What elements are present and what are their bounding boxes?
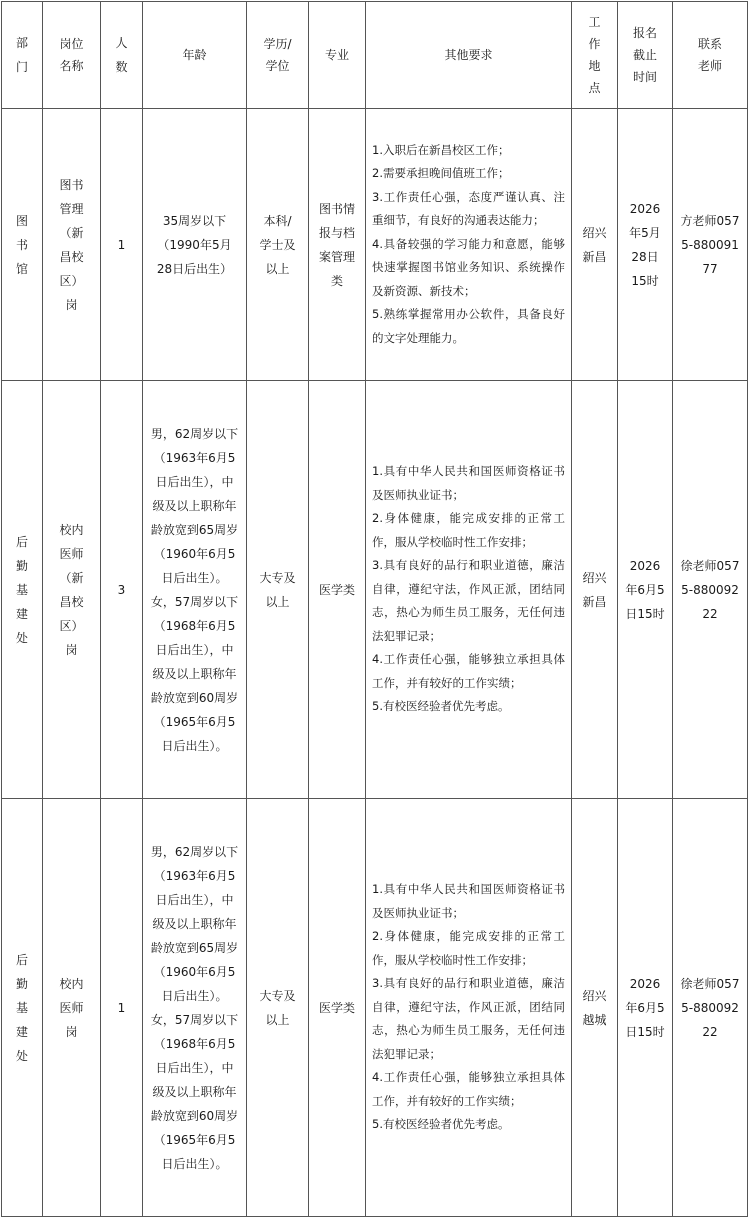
requirement-item: 5.熟练掌握常用办公软件，具备良好的文字处理能力。 bbox=[372, 307, 565, 345]
requirement-item: 2.身体健康，能完成安排的正常工作，服从学校临时性工作安排； bbox=[372, 929, 565, 967]
requirement-item: 4.工作责任心强，能够独立承担具体工作，并有较好的工作实绩； bbox=[372, 1070, 565, 1108]
requirement-item: 3.工作责任心强，态度严谨认真、注重细节，有良好的沟通表达能力； bbox=[372, 189, 565, 228]
cell-location: 绍兴新昌 bbox=[572, 109, 618, 381]
cell-age: 男，62周岁以下（1963年6月5日后出生），中级及以上职称年龄放宽到65周岁（1960年6月5日后出生）。女，57周岁以下（1968年6月5日后出生），中级及以上职称年龄放宽到60周岁（1965年6月5日后出生）。 bbox=[143, 381, 247, 799]
header-contact: 联系老师 bbox=[673, 2, 748, 109]
requirement-item: 1.入职后在新昌校区工作； bbox=[372, 142, 510, 157]
header-education: 学历/学位 bbox=[247, 2, 309, 109]
cell-position: 图书管理（新昌校区）岗 bbox=[43, 109, 101, 381]
cell-dept: 后勤基建处 bbox=[2, 799, 43, 1217]
cell-requirements bbox=[366, 799, 572, 1217]
header-location: 工作地点 bbox=[572, 2, 618, 109]
cell-dept: 后勤基建处 bbox=[2, 381, 43, 799]
cell-location: 绍兴越城 bbox=[572, 799, 618, 1217]
cell-major: 图书情报与档案管理类 bbox=[309, 109, 366, 381]
requirement-item: 5.有校医经验者优先考虑。 bbox=[372, 699, 510, 714]
header-position: 岗位名称 bbox=[43, 2, 101, 109]
cell-age: 35周岁以下（1990年5月28日后出生） bbox=[143, 109, 247, 381]
header-major: 专业 bbox=[309, 2, 366, 109]
header-requirements: 其他要求 bbox=[366, 2, 572, 109]
requirement-item: 2.身体健康，能完成安排的正常工作，服从学校临时性工作安排； bbox=[372, 511, 565, 549]
cell-position: 校内医师岗 bbox=[43, 799, 101, 1217]
cell-location: 绍兴新昌 bbox=[572, 381, 618, 799]
cell-education: 大专及以上 bbox=[247, 799, 309, 1217]
cell-age: 男，62周岁以下（1963年6月5日后出生），中级及以上职称年龄放宽到65周岁（1960年6月5日后出生）。女，57周岁以下（1968年6月5日后出生），中级及以上职称年龄放宽到60周岁（1965年6月5日后出生）。 bbox=[143, 799, 247, 1217]
cell-requirements bbox=[366, 381, 572, 799]
cell-deadline: 2026年6月5日15时 bbox=[618, 381, 673, 799]
requirement-item: 4.具备较强的学习能力和意愿，能够快速掌握图书馆业务知识、系统操作及新资源、新技术； bbox=[372, 236, 565, 298]
requirement-item: 2.需要承担晚间值班工作； bbox=[372, 166, 510, 181]
recruitment-table bbox=[1, 1, 748, 1217]
header-row bbox=[2, 2, 748, 109]
cell-education: 本科/学士及以上 bbox=[247, 109, 309, 381]
requirement-item: 3.具有良好的品行和职业道德，廉洁自律，遵纪守法，作风正派，团结同志，热心为师生员工服务，无任何违法犯罪记录； bbox=[372, 558, 565, 643]
cell-count: 1 bbox=[101, 799, 143, 1217]
requirement-item: 3.具有良好的品行和职业道德，廉洁自律，遵纪守法，作风正派，团结同志，热心为师生员工服务，无任何违法犯罪记录； bbox=[372, 976, 565, 1061]
cell-count: 3 bbox=[101, 381, 143, 799]
cell-position: 校内医师（新昌校区）岗 bbox=[43, 381, 101, 799]
cell-contact: 徐老师0575-88009222 bbox=[673, 799, 748, 1217]
cell-contact: 方老师0575-88009177 bbox=[673, 109, 748, 381]
header-count: 人数 bbox=[101, 2, 143, 109]
header-deadline: 报名截止时间 bbox=[618, 2, 673, 109]
cell-deadline: 2026年5月28日15时 bbox=[618, 109, 673, 381]
requirement-item: 4.工作责任心强，能够独立承担具体工作，并有较好的工作实绩； bbox=[372, 652, 565, 690]
requirement-item: 1.具有中华人民共和国医师资格证书及医师执业证书； bbox=[372, 464, 565, 502]
cell-deadline: 2026年6月5日15时 bbox=[618, 799, 673, 1217]
cell-education: 大专及以上 bbox=[247, 381, 309, 799]
requirement-item: 1.具有中华人民共和国医师资格证书及医师执业证书； bbox=[372, 882, 565, 920]
cell-dept: 图书馆 bbox=[2, 109, 43, 381]
cell-count: 1 bbox=[101, 109, 143, 381]
requirement-item: 5.有校医经验者优先考虑。 bbox=[372, 1117, 510, 1132]
header-age: 年龄 bbox=[143, 2, 247, 109]
cell-major: 医学类 bbox=[309, 799, 366, 1217]
cell-contact: 徐老师0575-88009222 bbox=[673, 381, 748, 799]
cell-major: 医学类 bbox=[309, 381, 366, 799]
header-dept: 部门 bbox=[2, 2, 43, 109]
table-row bbox=[2, 381, 748, 799]
table-row bbox=[2, 799, 748, 1217]
table-row bbox=[2, 109, 748, 381]
cell-requirements bbox=[366, 109, 572, 381]
